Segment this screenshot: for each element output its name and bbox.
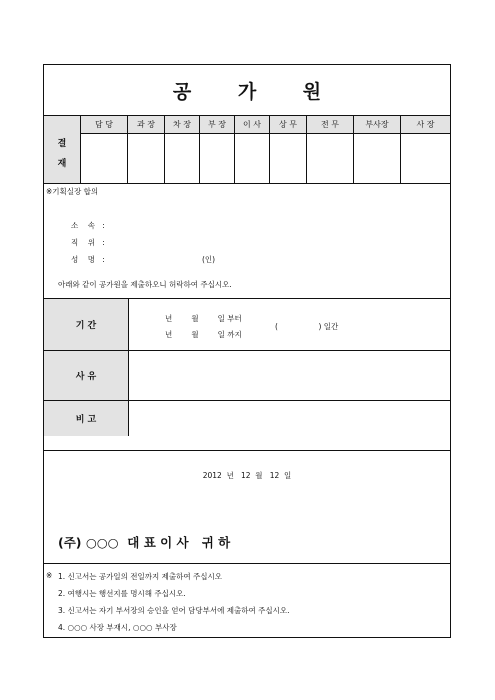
divider <box>164 116 165 183</box>
request-statement: 아래와 같이 공가원을 제출하오니 허락하여 주십시오. <box>58 280 232 289</box>
approval-header: 부 장 <box>200 116 234 133</box>
divider <box>234 116 235 183</box>
divider <box>199 116 200 183</box>
divider <box>127 116 128 183</box>
approval-header: 담 당 <box>81 116 127 133</box>
divider <box>353 116 354 183</box>
approval-label-char: 재 <box>57 159 67 169</box>
divider <box>269 116 270 183</box>
remarks-label: 비 고 <box>44 401 128 436</box>
form-title <box>44 77 450 104</box>
recipient: (주) ○○○ 대 표 이 사 귀 하 <box>58 535 231 550</box>
approval-header: 차 장 <box>165 116 199 133</box>
note-item: 3. 신고서는 자기 부서장의 승인을 얻어 담당부서에 제출하여 주십시오. <box>58 606 290 615</box>
approval-header: 이 사 <box>235 116 269 133</box>
period-from: 년 월 일 부터 <box>165 314 242 323</box>
period-label: 기 간 <box>44 299 128 350</box>
approval-header: 사 장 <box>401 116 450 133</box>
agreement-note: ※기획실장 합의 <box>46 187 99 196</box>
approval-header: 상 무 <box>270 116 306 133</box>
divider <box>400 116 401 183</box>
approval-label-char: 결 <box>57 139 67 149</box>
period-to: 년 월 일 까지 <box>165 330 242 339</box>
position-label: 직 위 : <box>71 238 105 247</box>
notes-mark: ※ <box>46 571 53 580</box>
approval-header: 전 무 <box>307 116 353 133</box>
title-char: 가 <box>237 81 257 103</box>
divider <box>306 116 307 183</box>
approval-header: 과 장 <box>128 116 164 133</box>
title-char: 원 <box>302 81 322 103</box>
divider <box>128 299 129 436</box>
leave-request-form <box>43 64 451 638</box>
approval-header: 부사장 <box>354 116 400 133</box>
divider <box>44 450 450 451</box>
divider <box>44 183 450 184</box>
divider <box>80 133 450 134</box>
note-item: 2. 여행시는 행선지를 명시해 주십시오. <box>58 589 186 598</box>
reason-label: 사 유 <box>44 351 128 400</box>
note-item: 4. ○○○ 사장 부재시, ○○○ 부사장 <box>58 623 177 632</box>
divider <box>80 116 81 183</box>
note-item: 1. 신고서는 공가일의 전일까지 제출하여 주십시오 <box>58 572 222 581</box>
submission-date: 2012 년 12 월 12 일 <box>202 471 292 480</box>
seal-mark: (인) <box>202 255 216 264</box>
name-label: 성 명 : <box>71 255 105 264</box>
approval-label-cell <box>44 116 80 183</box>
title-char: 공 <box>172 81 192 103</box>
period-days: ( ) 일간 <box>275 322 339 331</box>
department-label: 소 속 : <box>71 221 105 230</box>
divider <box>44 563 450 564</box>
